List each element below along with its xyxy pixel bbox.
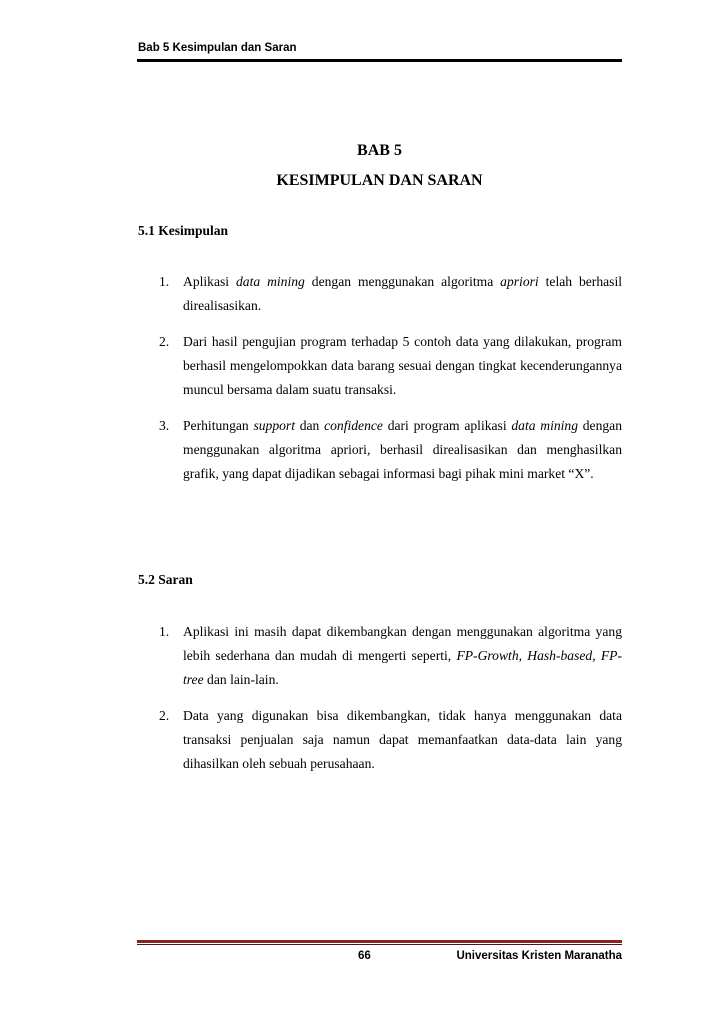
header-divider bbox=[137, 59, 622, 62]
kesimpulan-list bbox=[138, 270, 622, 498]
list-item: 3. Perhitungan support dan confidence dari program aplikasi data mining dengan menggunakan algoritma apriori, berhasil direalisasikan dan menghasilkan grafik, yang dapat dijadikan sebagai informasi bagi pihak mini market “X”. bbox=[138, 414, 622, 486]
list-item: 1. Aplikasi data mining dengan menggunakan algoritma apriori telah berhasil direalisasikan. bbox=[138, 270, 622, 318]
list-item-number: 1. bbox=[159, 274, 170, 289]
list-item-number: 2. bbox=[159, 708, 170, 723]
page-number: 66 bbox=[358, 950, 371, 962]
section-heading-kesimpulan: 5.1 Kesimpulan bbox=[138, 223, 229, 238]
footer-institution: Universitas Kristen Maranatha bbox=[456, 950, 622, 962]
running-header: Bab 5 Kesimpulan dan Saran bbox=[138, 42, 297, 54]
list-item: 2. Data yang digunakan bisa dikembangkan, tidak hanya menggunakan data transaksi penjualan saja namun dapat memanfaatkan data-data lain yang dihasilkan oleh sebuah perusahaan. bbox=[138, 704, 622, 776]
section-heading-saran: 5.2 Saran bbox=[138, 572, 193, 587]
saran-list bbox=[138, 620, 622, 788]
chapter-number: BAB 5 bbox=[357, 142, 402, 159]
footer-divider bbox=[137, 940, 622, 943]
list-item-number: 2. bbox=[159, 334, 170, 349]
chapter-title: KESIMPULAN DAN SARAN bbox=[276, 172, 483, 189]
list-item-number: 1. bbox=[159, 624, 170, 639]
list-item: 1. Aplikasi ini masih dapat dikembangkan dengan menggunakan algoritma yang lebih sederhana dan mudah di mengerti seperti, FP-Growth, Hash-based, FP-tree dan lain-lain. bbox=[138, 620, 622, 692]
footer-divider-thin bbox=[137, 944, 622, 945]
list-item-number: 3. bbox=[159, 418, 170, 433]
list-item: 2. Dari hasil pengujian program terhadap 5 contoh data yang dilakukan, program berhasil mengelompokkan data barang sesuai dengan tingkat kecenderungannya muncul bersama dalam suatu transaksi. bbox=[138, 330, 622, 402]
